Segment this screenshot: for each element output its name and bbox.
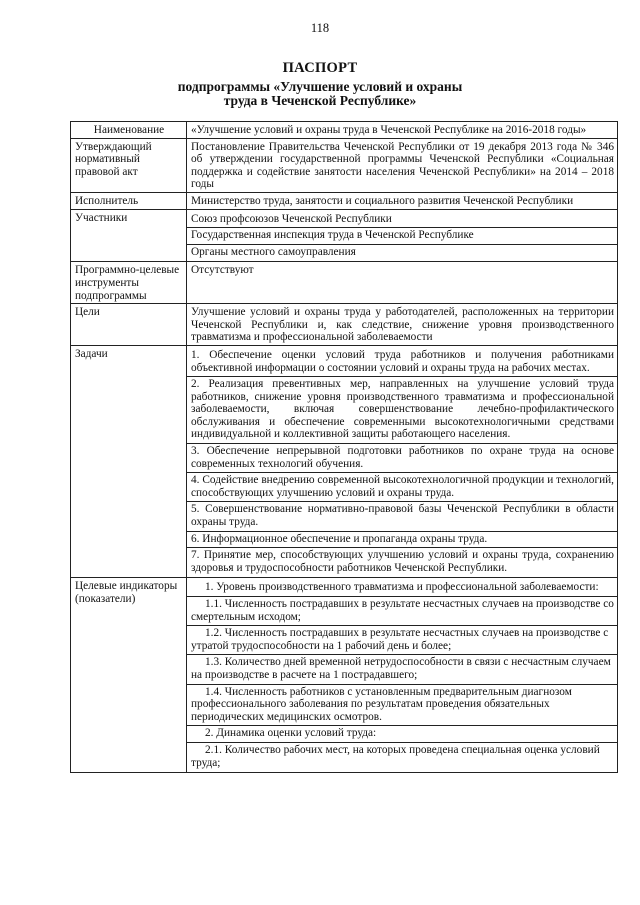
row-value-act: Постановление Правительства Чеченской Республики от 19 декабря 2013 года № 346 об утверждении государственной программы Чеченской Республики «Социальная поддержка и содействие занятости населения Чеченской Республики» на 2014 – 2018 годы (187, 138, 618, 192)
participant-item: Органы местного самоуправления (191, 245, 356, 258)
document-subtitle (0, 80, 640, 108)
passport-table (70, 121, 618, 773)
indicator-item: 1.2. Численность пострадавших в результате несчастных случаев на производстве с утратой трудоспособности на 1 рабочий день и более; (187, 626, 617, 655)
table-row-goals (71, 304, 618, 346)
row-label-tasks: Задачи (71, 345, 187, 578)
table-row-indicators (71, 578, 618, 773)
table-row-act (71, 138, 618, 192)
task-item: 4. Содействие внедрению современной высокотехнологичной продукции и технологий, способствующих улучшению условий и охраны труда. (187, 473, 617, 502)
indicator-item: 1.4. Численность работников с установленным предварительным диагнозом профессионального заболевания по результатам проведения обязательных периодических медицинских осмотров. (187, 685, 617, 727)
indicator-item: 1. Уровень производственного травматизма и профессиональной заболеваемости: (187, 580, 617, 597)
row-value-tasks (187, 345, 618, 578)
row-label-act: Утверждающий нормативный правовой акт (71, 138, 187, 192)
task-item: 2. Реализация превентивных мер, направленных на улучшение условий труда работников, снижение уровня производственного травматизма и профессиональной заболеваемости, включая совершенствование лечебно-профилактического обслуживания и обеспечение современными высокотехнологичными средствами индивидуальной и коллективной защиты работающего населения. (187, 377, 617, 444)
page-number: 118 (310, 21, 330, 35)
indicator-item: 2. Динамика оценки условий труда: (187, 726, 617, 743)
row-label-participants: Участники (71, 209, 187, 262)
row-label-goals: Цели (71, 304, 187, 346)
row-label-indicators: Целевые индикаторы (показатели) (71, 578, 187, 773)
subtitle-line-1: подпрограммы «Улучшение условий и охраны (177, 79, 463, 94)
row-label-executor: Исполнитель (71, 192, 187, 209)
subtitle-line-2: труда в Чеченской Республике» (223, 93, 417, 108)
row-label-name: Наименование (71, 122, 187, 139)
document-title: ПАСПОРТ (282, 60, 358, 76)
row-value-executor: Министерство труда, занятости и социального развития Чеченской Республики (187, 192, 618, 209)
row-value-indicators (187, 578, 618, 773)
indicator-item: 1.3. Количество дней временной нетрудоспособности в связи с несчастным случаем на производстве в расчете на 1 пострадавшего; (187, 655, 617, 684)
participant-item: Государственная инспекция труда в Чеченской Республике (187, 228, 617, 245)
task-item: 3. Обеспечение непрерывной подготовки работников по охране труда на основе современных технологий обучения. (187, 444, 617, 473)
table-row-tasks (71, 345, 618, 578)
task-item: 1. Обеспечение оценки условий труда работников и получения работниками объективной информации о состоянии условий и охраны труда на рабочих местах. (187, 348, 617, 377)
row-value-instruments: Отсутствуют (187, 262, 618, 304)
row-value-goals: Улучшение условий и охраны труда у работодателей, расположенных на территории Чеченской Республики и, как следствие, снижение уровня производственного травматизма и профессиональной заболеваемости (187, 304, 618, 346)
table-row-participants (71, 209, 618, 262)
indicator-item: 2.1. Количество рабочих мест, на которых проведена специальная оценка условий труда; (191, 743, 600, 769)
table-row-executor (71, 192, 618, 209)
row-label-instruments: Программно-целевые инструменты подпрограммы (71, 262, 187, 304)
task-item: 5. Совершенствование нормативно-правовой базы Чеченской Республики в области охраны труда. (187, 502, 617, 531)
task-item: 7. Принятие мер, способствующих улучшению условий и охраны труда, сохранению здоровья и трудоспособности работников Чеченской Республики. (191, 549, 614, 574)
row-value-name: «Улучшение условий и охраны труда в Чеченской Республике на 2016-2018 годы» (187, 122, 618, 139)
table-row-instruments (71, 262, 618, 304)
participant-item: Союз профсоюзов Чеченской Республики (187, 212, 617, 229)
indicator-item: 1.1. Численность пострадавших в результате несчастных случаев на производстве со смертельным исходом; (187, 597, 617, 626)
task-item: 6. Информационное обеспечение и пропаганда охраны труда. (187, 532, 617, 549)
row-value-participants (187, 209, 618, 262)
table-row-name (71, 122, 618, 139)
